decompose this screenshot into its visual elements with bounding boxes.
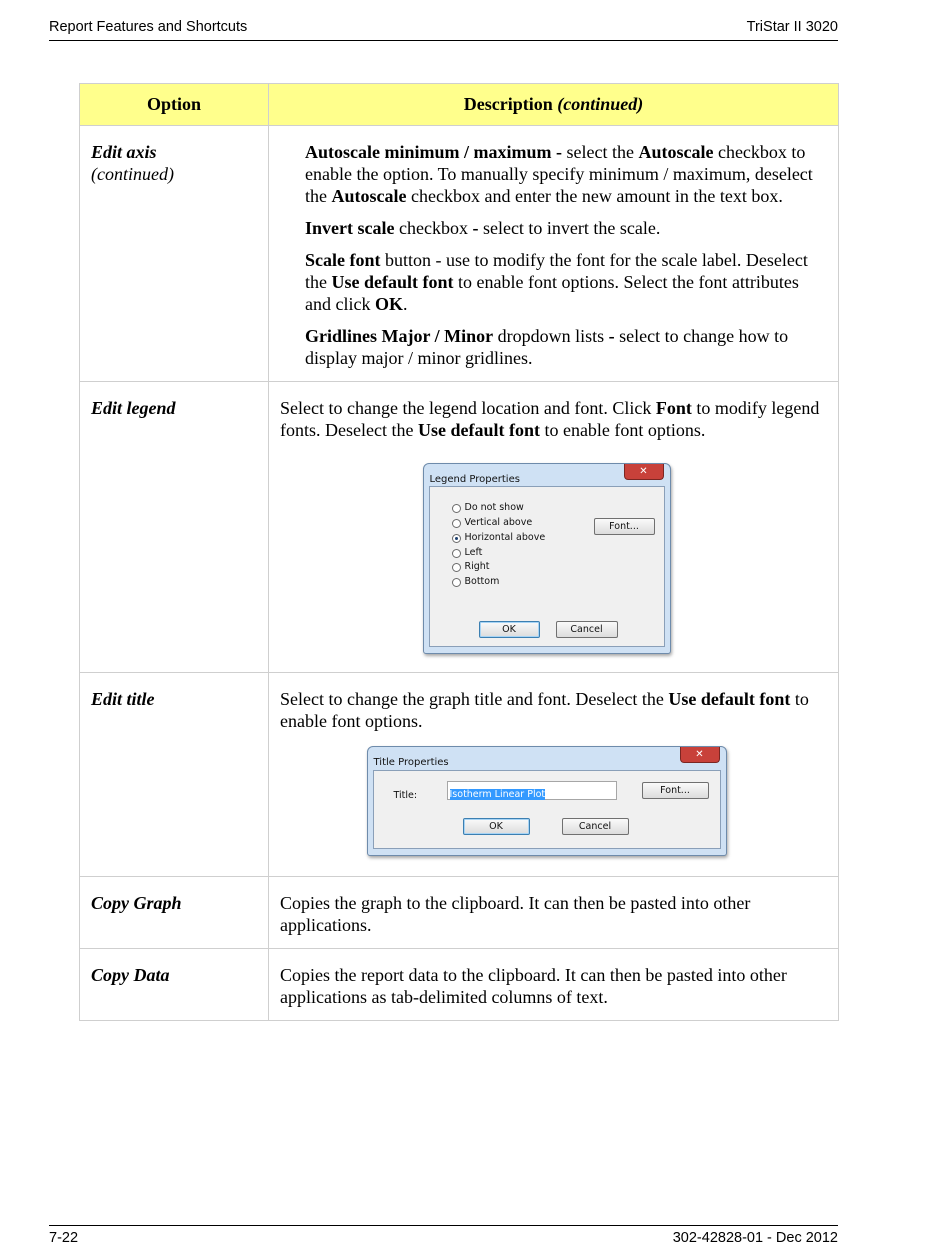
dialog-body xyxy=(429,486,665,647)
option-name: Copy Graph xyxy=(91,893,182,913)
radio-icon xyxy=(452,578,461,587)
term: Autoscale minimum / maximum - xyxy=(305,142,562,162)
continued-label: (continued) xyxy=(557,94,644,114)
close-icon[interactable]: ✕ xyxy=(680,747,720,763)
scale-font-paragraph xyxy=(305,249,827,315)
copy-data-description: Copies the report data to the clipboard. It can then be pasted into other applications as tab-delimited columns of text. xyxy=(280,965,787,1007)
autoscale-paragraph xyxy=(305,141,827,207)
text: Select to change the legend location and font. Click xyxy=(280,398,656,418)
table-row-edit-title xyxy=(80,673,839,877)
text: dropdown lists xyxy=(493,326,609,346)
text: button - use to modify the font for the scale label. Deselect the xyxy=(305,250,808,292)
ok-button[interactable]: OK xyxy=(479,621,540,638)
document-id: 302-42828-01 - Dec 2012 xyxy=(672,1230,838,1246)
text: to enable font options. xyxy=(280,689,809,731)
text: checkbox to enable the option. To manually specify minimum / maximum, deselect the xyxy=(305,142,813,206)
text: select the xyxy=(561,142,639,162)
table-row-edit-axis xyxy=(80,126,839,382)
gridlines-paragraph xyxy=(305,325,827,369)
cancel-button[interactable]: Cancel xyxy=(562,818,629,835)
radio-label: Right xyxy=(464,561,490,572)
font-button[interactable]: Font... xyxy=(642,782,709,799)
option-cell xyxy=(80,382,269,673)
radio-bottom[interactable] xyxy=(452,575,500,589)
description-column-header xyxy=(269,84,839,126)
description-cell xyxy=(269,673,839,877)
option-column-header: Option xyxy=(80,84,269,126)
term: OK xyxy=(374,294,403,314)
option-cell xyxy=(80,673,269,877)
radio-label: Do not show xyxy=(464,502,524,513)
text: checkbox and enter the new amount in the text box. xyxy=(406,186,783,206)
title-input[interactable] xyxy=(447,781,617,800)
table-header-row xyxy=(80,84,839,126)
term: Use default font xyxy=(331,272,454,292)
term: - xyxy=(608,326,615,346)
option-cell xyxy=(80,877,269,949)
table-row-copy-graph xyxy=(80,877,839,949)
cancel-button[interactable]: Cancel xyxy=(556,621,618,638)
title-input-value: Isotherm Linear Plot xyxy=(449,789,546,800)
text: to enable font options. Select the font attributes and click xyxy=(305,272,799,314)
text: select to change how to display major / minor gridlines. xyxy=(305,326,789,368)
term: Use default font xyxy=(417,420,540,440)
radio-icon xyxy=(452,504,461,513)
option-name: Edit legend xyxy=(91,398,176,418)
option-continued: (continued) xyxy=(91,164,174,184)
page-footer xyxy=(49,1225,838,1249)
legend-properties-dialog xyxy=(423,463,671,654)
description-cell xyxy=(269,949,839,1021)
radio-label: Left xyxy=(464,547,483,558)
radio-label: Vertical above xyxy=(464,517,533,528)
options-table xyxy=(79,83,839,1021)
description-header-label: Description xyxy=(463,94,553,114)
font-button[interactable]: Font... xyxy=(594,518,655,535)
text: select to invert the scale. xyxy=(478,218,661,238)
radio-label: Horizontal above xyxy=(464,532,546,543)
term: Use default font xyxy=(668,689,791,709)
radio-selected-icon xyxy=(452,534,461,543)
dialog-body xyxy=(373,770,721,849)
option-cell xyxy=(80,126,269,382)
description-cell xyxy=(269,126,839,382)
header-section-title: Report Features and Shortcuts xyxy=(49,19,248,35)
invert-scale-paragraph xyxy=(305,217,827,239)
page-header xyxy=(49,18,838,41)
radio-icon xyxy=(452,549,461,558)
option-cell xyxy=(80,949,269,1021)
option-name: Copy Data xyxy=(91,965,170,985)
text: to enable font options. xyxy=(539,420,706,440)
term: Font xyxy=(655,398,692,418)
radio-label: Bottom xyxy=(464,576,500,587)
term: Invert scale xyxy=(305,218,395,238)
text: checkbox xyxy=(394,218,473,238)
term: Autoscale xyxy=(331,186,407,206)
description-cell xyxy=(269,877,839,949)
text: Select to change the graph title and font. Deselect the xyxy=(280,689,669,709)
dialog-title: Title Properties xyxy=(373,757,449,768)
title-properties-dialog xyxy=(367,746,727,856)
text: to modify legend fonts. Deselect the xyxy=(280,398,820,440)
option-name: Edit title xyxy=(91,689,155,709)
description-cell xyxy=(269,382,839,673)
radio-icon xyxy=(452,519,461,528)
title-field-label: Title: xyxy=(393,790,418,801)
table-row-edit-legend xyxy=(80,382,839,673)
term: - xyxy=(472,218,479,238)
ok-button[interactable]: OK xyxy=(463,818,530,835)
term: Gridlines Major / Minor xyxy=(305,326,494,346)
page-number: 7-22 xyxy=(49,1230,79,1246)
text: . xyxy=(403,294,408,314)
radio-icon xyxy=(452,563,461,572)
term: Autoscale xyxy=(638,142,714,162)
term: Scale font xyxy=(305,250,381,270)
table-row-copy-data xyxy=(80,949,839,1021)
header-product-name: TriStar II 3020 xyxy=(746,19,838,35)
title-description xyxy=(280,688,827,732)
option-name: Edit axis xyxy=(91,142,157,162)
close-icon[interactable]: ✕ xyxy=(624,464,664,480)
legend-description xyxy=(280,397,827,441)
copy-graph-description: Copies the graph to the clipboard. It can then be pasted into other applications. xyxy=(280,893,751,935)
dialog-title: Legend Properties xyxy=(429,474,520,485)
